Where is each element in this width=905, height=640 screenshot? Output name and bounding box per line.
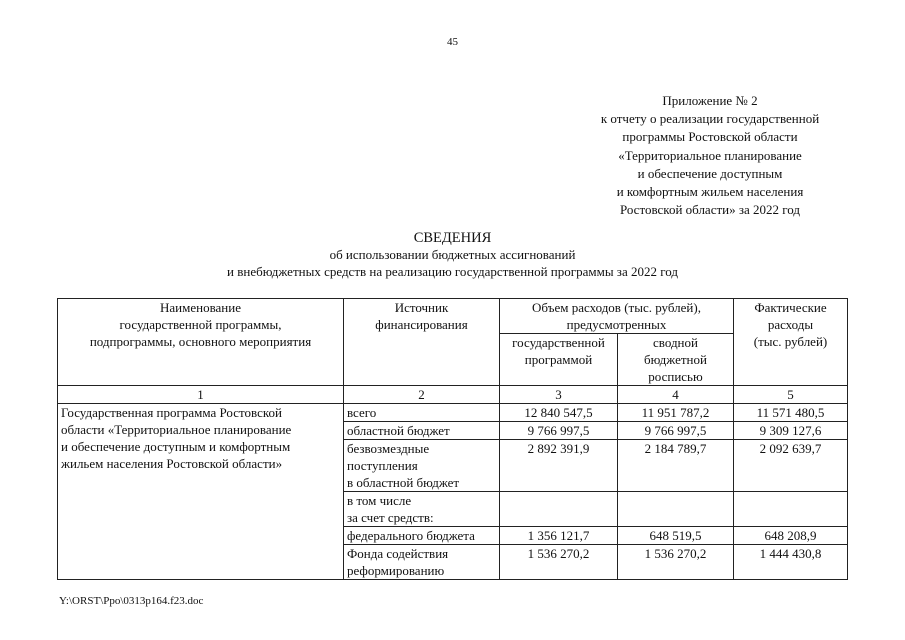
table-row (58, 404, 848, 422)
file-path-footer: Y:\ORST\Ppo\0313p164.f23.doc (59, 595, 204, 607)
heading-line: и внебюджетных средств на реализацию государственной программы за 2022 год (227, 264, 678, 279)
appendix-line: и комфортным жильем населения (616, 184, 804, 200)
budget-table (57, 298, 848, 580)
actual-value-cell: 11 571 480,5 (734, 404, 848, 422)
source-cell: в том числе за счет средств: (344, 492, 500, 527)
budget-value-cell: 1 536 270,2 (618, 545, 734, 580)
program-name-cell: Государственная программа Ростовской области «Территориальное планирование и обеспечение доступным и комфортным жильем населения Ростовской области» (58, 404, 344, 580)
header-planned-program: государственной программой (500, 334, 618, 386)
program-value-cell: 9 766 997,5 (500, 422, 618, 440)
source-cell: всего (344, 404, 500, 422)
document-heading (0, 230, 905, 280)
budget-value-cell: 11 951 787,2 (618, 404, 734, 422)
appendix-line: и обеспечение доступным (637, 165, 783, 181)
actual-value-cell: 9 309 127,6 (734, 422, 848, 440)
col-number: 2 (344, 386, 500, 404)
actual-value-cell: 2 092 639,7 (734, 440, 848, 492)
source-cell: Фонда содействия реформированию (344, 545, 500, 580)
program-value-cell: 12 840 547,5 (500, 404, 618, 422)
heading-title: СВЕДЕНИЯ (413, 230, 492, 246)
header-source: Источник финансирования (344, 299, 500, 386)
col-number: 3 (500, 386, 618, 404)
header-actual: Фактические расходы (тыс. рублей) (734, 299, 848, 386)
heading-line: об использовании бюджетных ассигнований (329, 247, 576, 262)
appendix-line: программы Ростовской области (622, 129, 798, 145)
page-number: 45 (447, 36, 458, 48)
appendix-line: Приложение № 2 (662, 93, 758, 108)
budget-value-cell (618, 492, 734, 527)
column-numbers-row (58, 386, 848, 404)
source-cell: областной бюджет (344, 422, 500, 440)
header-name: Наименование государственной программы, подпрограммы, основного мероприятия (58, 299, 344, 386)
program-value-cell: 1 356 121,7 (500, 527, 618, 545)
source-cell: безвозмездные поступления в областной бюджет (344, 440, 500, 492)
appendix-line: «Территориальное планирование (618, 147, 802, 163)
col-number: 1 (58, 386, 344, 404)
appendix-block (560, 92, 860, 219)
budget-value-cell: 648 519,5 (618, 527, 734, 545)
source-cell: федерального бюджета (344, 527, 500, 545)
budget-value-cell: 9 766 997,5 (618, 422, 734, 440)
header-planned: Объем расходов (тыс. рублей), предусмотренных (500, 299, 734, 334)
header-planned-budget: сводной бюджетной росписью (618, 334, 734, 386)
program-value-cell: 2 892 391,9 (500, 440, 618, 492)
actual-value-cell (734, 492, 848, 527)
program-value-cell (500, 492, 618, 527)
col-number: 5 (734, 386, 848, 404)
appendix-line: Ростовской области» за 2022 год (619, 202, 801, 218)
budget-value-cell: 2 184 789,7 (618, 440, 734, 492)
appendix-line: к отчету о реализации государственной (600, 111, 820, 127)
col-number: 4 (618, 386, 734, 404)
program-value-cell: 1 536 270,2 (500, 545, 618, 580)
actual-value-cell: 648 208,9 (734, 527, 848, 545)
actual-value-cell: 1 444 430,8 (734, 545, 848, 580)
